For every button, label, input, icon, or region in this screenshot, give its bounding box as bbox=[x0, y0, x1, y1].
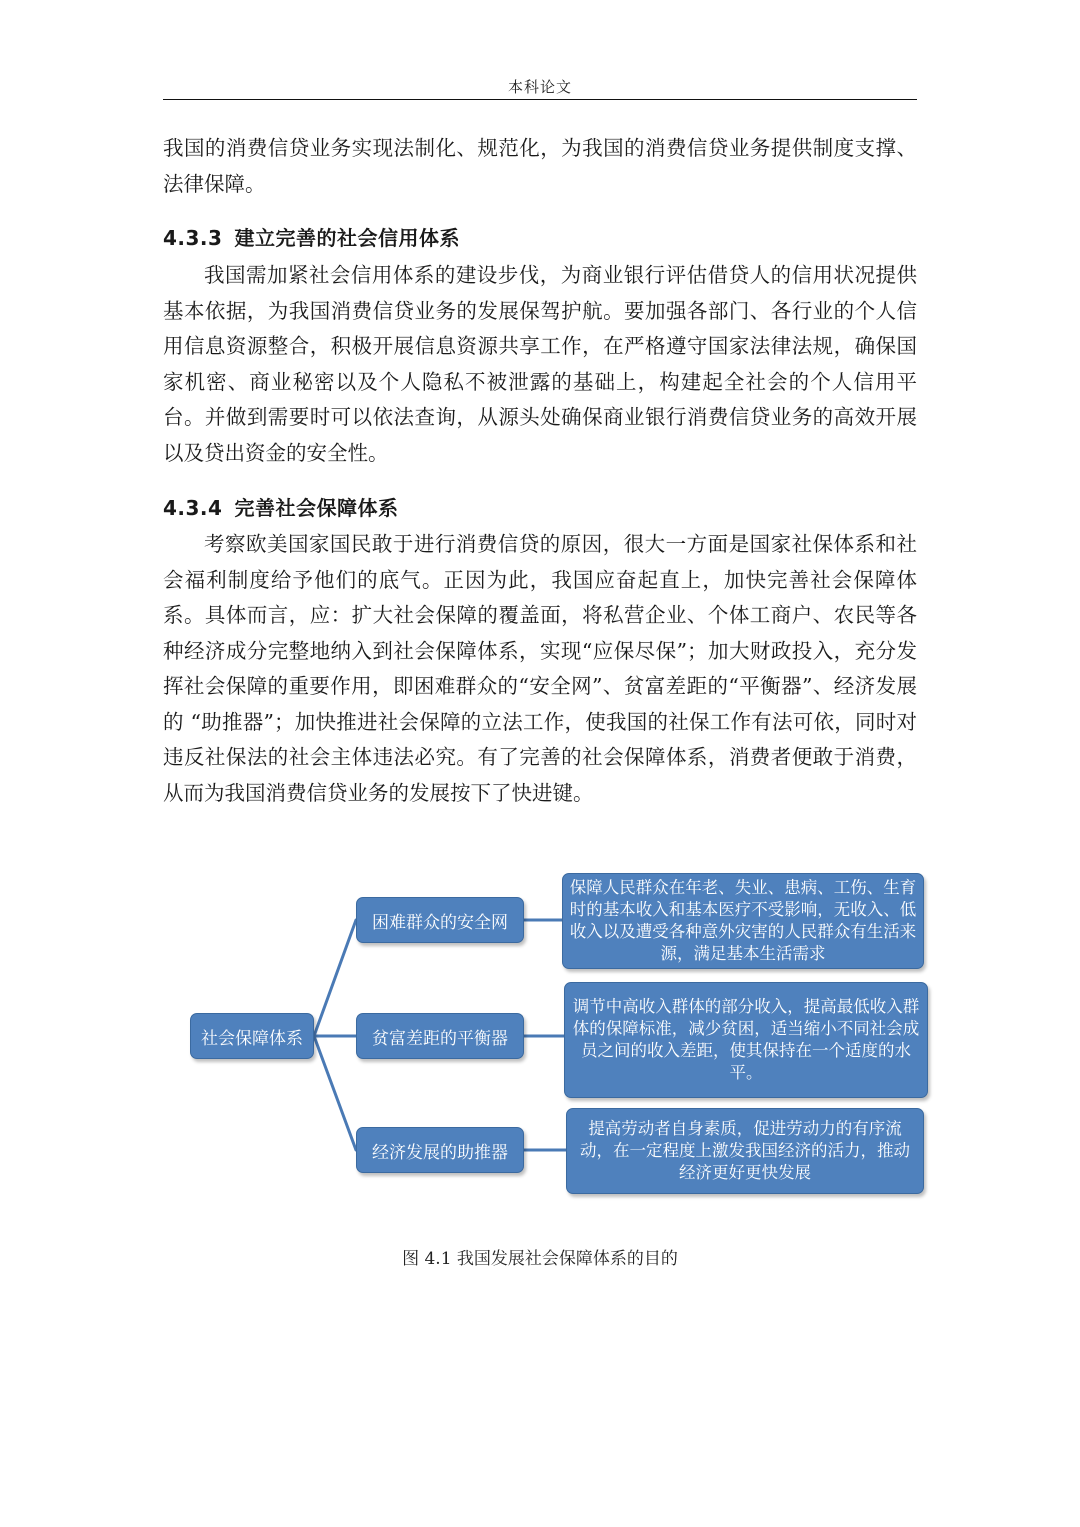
diagram-node-booster: 经济发展的助推器 bbox=[356, 1127, 524, 1173]
diagram-node-safety-net: 困难群众的安全网 bbox=[356, 897, 524, 943]
section-number: 4.3.3 bbox=[163, 226, 223, 250]
paragraph-social-security: 考察欧美国家国民敢于进行消费信贷的原因，很大一方面是国家社保体系和社会福利制度给予他们的底气。正因为此，我国应奋起直上，加快完善社会保障体系。具体而言，应：扩大社会保障的覆盖面，将私营企业、个体工商户、农民等各种经济成分完整地纳入到社会保障体系，实现“应保尽保”；加大财政投入，充分发挥社会保障的重要作用，即困难群众的“安全网”、贫富差距的“平衡器”、经济发展的 “助推器”；加快推进社会保障的立法工作，使我国的社保工作有法可依，同时对违反社保法的社会主体违法必究。有了完善的社会保障体系，消费者便敢于消费，从而为我国消费信贷业务的发展按下了快进键。 bbox=[163, 532, 917, 805]
section-heading-4-3-4 bbox=[163, 492, 398, 521]
diagram-desc-safety-net: 保障人民群众在年老、失业、患病、工伤、生育时的基本收入和基本医疗不受影响，无收入、低收入以及遭受各种意外灾害的人民群众有生活来源，满足基本生活需求 bbox=[562, 873, 924, 969]
diagram-node-balancer: 贫富差距的平衡器 bbox=[356, 1013, 524, 1059]
section-title: 完善社会保障体系 bbox=[234, 496, 399, 520]
diagram-root-node: 社会保障体系 bbox=[190, 1013, 314, 1059]
diagram-desc-booster: 提高劳动者自身素质，促进劳动力的有序流动，在一定程度上激发我国经济的活力，推动经济更好更快发展 bbox=[566, 1108, 924, 1194]
section-number: 4.3.4 bbox=[163, 496, 223, 520]
section-heading-4-3-3 bbox=[163, 222, 460, 251]
page-header: 本科论文 bbox=[507, 78, 572, 96]
section-title: 建立完善的社会信用体系 bbox=[234, 226, 460, 250]
paragraph-continuation: 我国的消费信贷业务实现法制化、规范化，为我国的消费信贷业务提供制度支撑、法律保障。 bbox=[163, 136, 917, 196]
figure-caption: 图 4.1 我国发展社会保障体系的目的 bbox=[402, 1249, 678, 1269]
connector-root-to-safety-net bbox=[314, 920, 356, 1036]
paragraph-credit-system: 我国需加紧社会信用体系的建设步伐，为商业银行评估借贷人的信用状况提供基本依据，为我国消费信贷业务的发展保驾护航。要加强各部门、各行业的个人信用信息资源整合，积极开展信息资源共享工作，在严格遵守国家法律法规，确保国家机密、商业秘密以及个人隐私不被泄露的基础上，构建起全社会的个人信用平台。并做到需要时可以依法查询，从源头处确保商业银行消费信贷业务的高效开展以及贷出资金的安全性。 bbox=[163, 263, 917, 465]
social-security-diagram bbox=[190, 868, 930, 1198]
diagram-desc-balancer: 调节中高收入群体的部分收入，提高最低收入群体的保障标准，减少贫困，适当缩小不同社会成员之间的收入差距，使其保持在一个适度的水平。 bbox=[564, 982, 928, 1098]
connector-root-to-booster bbox=[314, 1036, 356, 1150]
header-rule bbox=[163, 99, 917, 100]
